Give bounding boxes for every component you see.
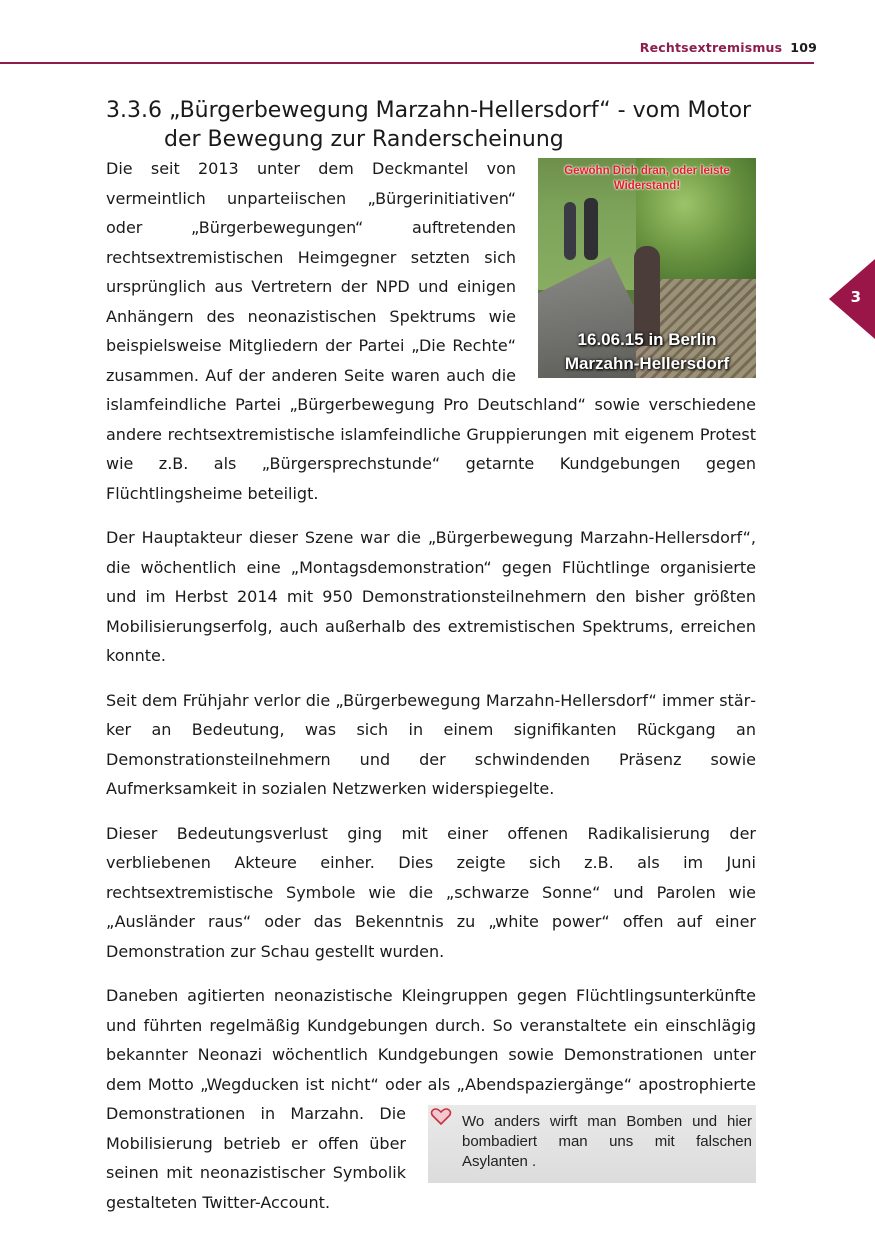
photo-bottom-caption [538,328,756,376]
paragraph-1: Die seit 2013 unter dem Deckmantel von vermeintlich unparteiischen „Bürgerinitiativen“ oder „Bürgerbewegungen“ auftretenden rechtsextremistischen Heimgegner setzten sich ursprünglich aus Vertretern der NPD und einigen Anhängern des neonazistischen Spektrums wie beispielsweise Mitgliedern der Partei „Die Rechte“ zusammen. Auf der anderen Seite waren auch die islamfeindliche Partei „Bürgerbewegung Pro Deutschland“ sowie verschiedene andere rechtsextremistische islamfeindliche Gruppierungen mit eigenem Protest wie z.B. als „Bürgersprechstunde“ getarnte Kundgebungen gegen Flüchtlingsheime beteiligt. [106,159,756,503]
paragraph-2: Der Hauptakteur dieser Szene war die „Bürgerbewegung Marzahn-Hellersdorf“, die wöchentlich eine „Montagsdemonstration“ gegen Flüchtlinge organisierte und im Herbst 2014 mit 950 Demonstrationsteilnehmern den bisher größten Mobilisierungserfolg, auch außerhalb des extremistischen Spektrums, erreichen konnte. [106,528,756,665]
paragraph-5: Daneben agitierten neonazistische Kleingruppen gegen Flüchtlingsunterkünfte und führten regelmäßig Kundgebungen durch. So veranstaltete ein einschlägig bekannter Neonazi wöchentlich Kundgebungen sowie Demonstrationen unter dem Motto „Wegducken ist nicht“ oder als „Abendspaziergänge“ apostrophier Wo anders wirft man Bomben und hier bombadiert man uns mit falschen Asylanten . te Demonstrationen in Marzahn. Die Mobilisierung betrieb er offen über seinen mit neonazistischer Symbolik gestalteten Twitter-Account. [106,986,756,1212]
running-header [640,40,817,55]
photo-district: Marzahn-Hellersdorf [564,354,730,373]
protest-photo [538,158,756,378]
chapter-tab [829,259,875,339]
tweet-text: Wo anders wirft man Bomben und hier bombadiert man uns mit falschen Asylanten . [462,1113,752,1170]
photo-top-caption: Gewöhn Dich dran, oder leiste Widerstand! [564,165,730,192]
main-content [106,96,756,1217]
heart-icon [430,1108,452,1126]
tweet-screenshot [428,1105,756,1183]
section-title: 3.3.6 „Bürgerbewegung Marzahn-Hellersdorf“ - vom Motor der Bewegung zur Randerscheinung [106,98,752,152]
paragraph-4: Dieser Bedeutungsverlust ging mit einer offenen Radikalisierung der verbliebenen Akteure einher. Dies zeigte sich z.B. als im Juni rechtsextremistische Symbole wie die „schwarze Sonne“ und Parolen wie „Ausländer raus“ oder das Bekenntnis zu „white power“ offen auf einer Demonstration zur Schau gestellt wurden. [106,823,756,961]
running-header-section: Rechtsextremismus [639,40,783,55]
page-number: 109 [790,40,817,55]
paragraph-3: Seit dem Frühjahr verlor die „Bürgerbewegung Marzahn-Hellersdorf“ immer stärker an Bedeutung, was sich in einem signifikanten Rückgang an Demonstrationsteilnehmern und der schwindenden Präsenz sowie Aufmerksamkeit in sozialen Netzwerken widerspiegelte. [106,690,756,798]
paragraph-5-container [106,981,756,1217]
header-rule [0,62,814,64]
chapter-tab-number: 3 [850,288,861,306]
photo-date-location: 16.06.15 in Berlin [577,330,717,349]
